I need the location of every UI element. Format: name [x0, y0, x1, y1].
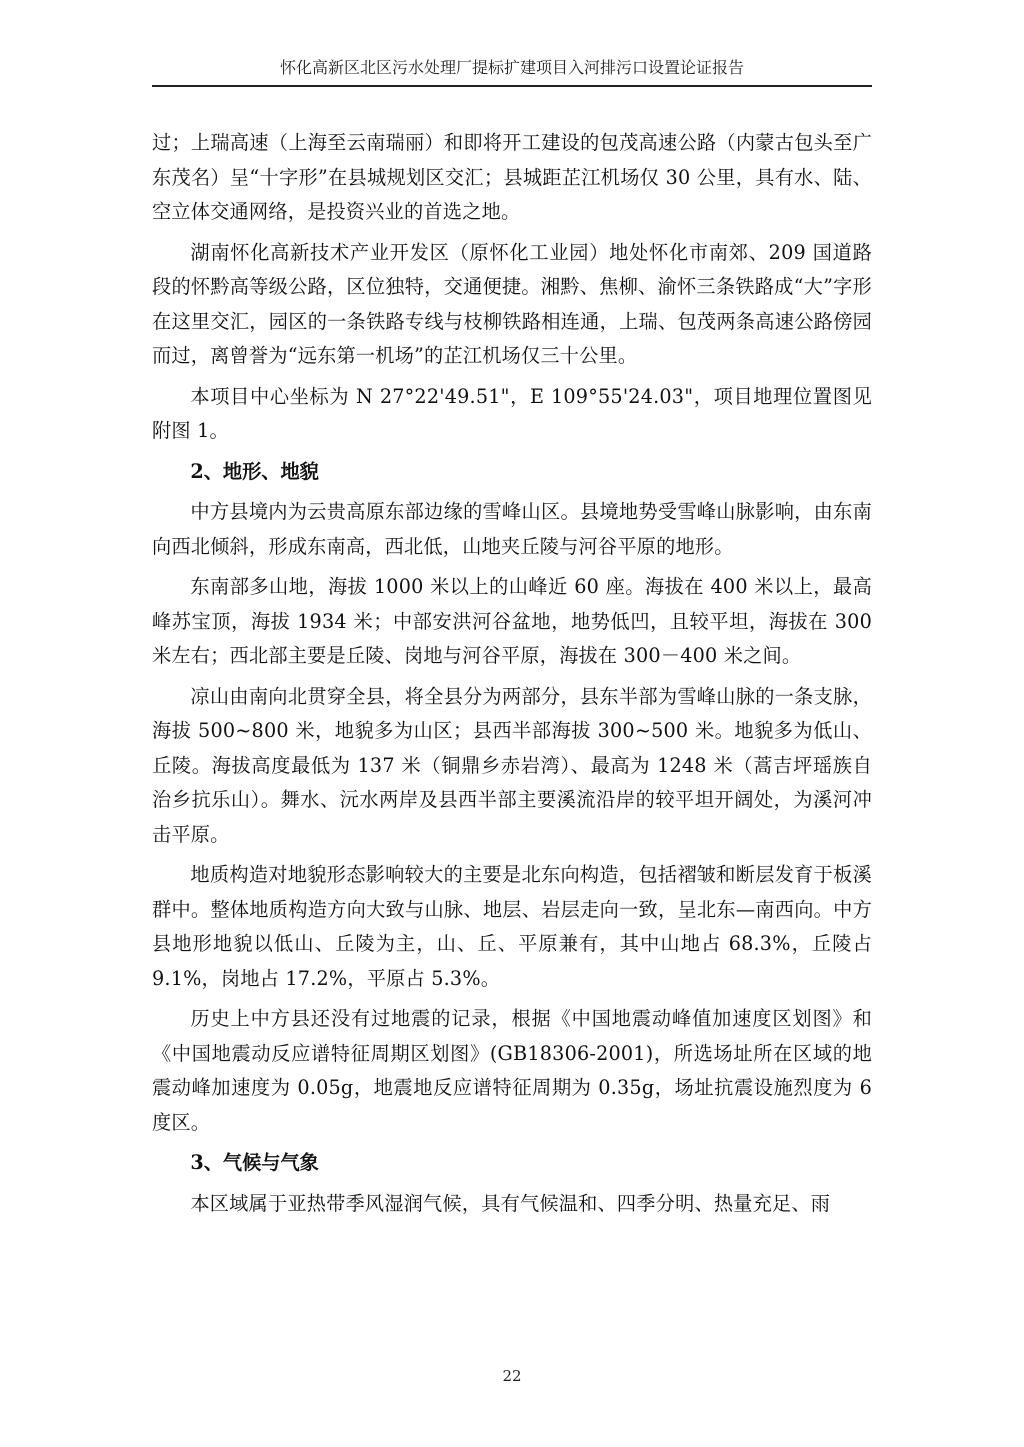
header-divider: [152, 85, 872, 87]
section-heading-climate: 3、气候与气象: [190, 1151, 319, 1174]
paragraph-seismic: 历史上中方县还没有过地震的记录，根据《中国地震动峰值加速度区划图》和《中国地震动反应谱特征周期区划图》(GB18306-2001)，所选场址所在区域的地震动峰加速度为 0.05g，地震地反应谱特征周期为 0.35g，场址抗震设施烈度为 6 度区。: [152, 1007, 872, 1134]
page-header-title: 怀化高新区北区污水处理厂提标扩建项目入河排污口设置论证报告: [279, 58, 744, 77]
page-number: 22: [502, 1367, 522, 1385]
section-heading-terrain: 2、地形、地貌: [190, 459, 319, 483]
paragraph-climate: 本区域属于亚热带季风湿润气候，具有气候温和、四季分明、热量充足、雨: [190, 1191, 831, 1215]
paragraph-geology: 地质构造对地貌形态影响较大的主要是北东向构造，包括褶皱和断层发育于板溪群中。整体地质构造方向大致与山脉、地层、岩层走向一致，呈北东—南西向。中方县地形地貌以低山、丘陵为主，山、丘、平原兼有，其中山地占 68.3%，丘陵占 9.1%，岗地占 17.2%，平原占 5.3%。: [152, 863, 872, 990]
paragraph-industrial-zone: 湖南怀化高新技术产业开发区（原怀化工业园）地处怀化市南郊、209 国道路段的怀黔高等级公路，区位独特，交通便捷。湘黔、焦柳、渝怀三条铁路成“大”字形在这里交汇，园区的一条铁路专线与枝柳铁路相连通，上瑞、包茂两条高速公路傍园而过，离曾誉为“远东第一机场”的芷江机场仅三十公里。: [152, 240, 872, 367]
paragraph-liangshan: 凉山由南向北贯穿全县，将全县分为两部分，县东半部为雪峰山脉的一条支脉，海拔 500~800 米，地貌多为山区；县西半部海拔 300~500 米。地貌多为低山、丘陵。海拔高度最低为 137 米（铜鼎乡赤岩湾）、最高为 1248 米（蒿吉坪瑶族自治乡抗乐山）。舞水、沅水两岸及县西半部主要溪流沿岸的较平坦开阔处，为溪河冲击平原。: [152, 684, 872, 846]
paragraph-terrain-overview: 中方县境内为云贵高原东部边缘的雪峰山区。县境地势受雪峰山脉影响，由东南向西北倾斜，形成东南高，西北低，山地夹丘陵与河谷平原的地形。: [152, 500, 872, 558]
document-body: [152, 126, 872, 1227]
paragraph-coordinates: 本项目中心坐标为 N 27°22'49.51"，E 109°55'24.03"，项目地理位置图见附图 1。: [152, 384, 872, 442]
paragraph-transport-continued: 过；上瑞高速（上海至云南瑞丽）和即将开工建设的包茂高速公路（内蒙古包头至广东茂名）呈“十字形”在县城规划区交汇；县城距芷江机场仅 30 公里，具有水、陆、空立体交通网络，是投资兴业的首选之地。: [152, 131, 872, 223]
paragraph-southeast-mountains: 东南部多山地，海拔 1000 米以上的山峰近 60 座。海拔在 400 米以上，最高峰苏宝顶，海拔 1934 米；中部安洪河谷盆地，地势低凹，且较平坦，海拔在 300 米左右；西北部主要是丘陵、岗地与河谷平原，海拔在 300－400 米之间。: [152, 575, 872, 667]
